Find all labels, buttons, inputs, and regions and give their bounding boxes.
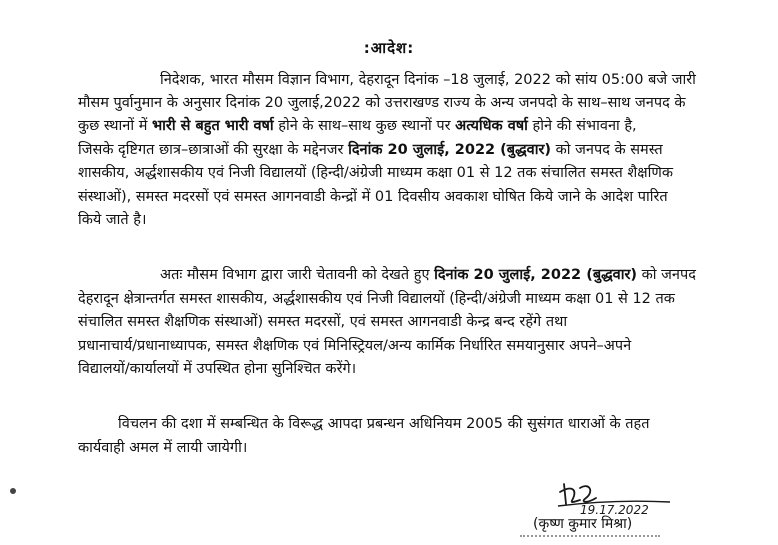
- signature-date-text: 19.17.2022: [580, 503, 649, 516]
- punch-hole-mark: [10, 488, 16, 494]
- holiday-date-emphasis: दिनांक 20 जुलाई, 2022 (बुद्धवार): [348, 142, 552, 158]
- para1-line4-text-a: जिसके दृष्टिगत छात्र–छात्राओं की सुरक्षा के मद्देनजर: [78, 142, 349, 158]
- para1-line7: किये जाते है।: [78, 212, 147, 228]
- signatory-name: (कृष्ण कुमार मिश्रा): [533, 516, 633, 532]
- para1-line5: शासकीय, अर्द्धशासकीय एवं निजी विद्यालयों (हिन्दी/अंग्रेजी माध्यम कक्षा 01 से 12 तक संचालित समस्त शैक्षणिक: [78, 165, 674, 181]
- para1-line6: संस्थाओं), समस्त मदरसों एवं समस्त आगनवाडी केन्द्रों में 01 दिवसीय अवकाश घोषित किये जाने के आदेश पारित: [78, 189, 668, 205]
- para1-line3-text-e: होने की संभावना है,: [527, 118, 637, 134]
- extreme-rain-emphasis: अत्यधिक वर्षा: [455, 118, 528, 134]
- para2-line2: देहरादून क्षेत्रान्तर्गत समस्त शासकीय, अर्द्धशासकीय एवं निजी विद्यालयों (हिन्दी/अंग्रेजी माध्यम कक्षा 01 से 12 तक: [78, 291, 675, 307]
- order-title: :आदेश:: [363, 39, 415, 57]
- para1-line1: निदेशक, भारत मौसम विज्ञान विभाग, देहरादून दिनांक –18 जुलाई, 2022 को सांय 05:00 बजे जारी: [160, 72, 696, 88]
- para1-line3-text-c: होने के साथ–साथ कुछ स्थानों पर: [273, 118, 456, 134]
- para1-line4-text-c: को जनपद के समस्त: [551, 142, 663, 158]
- heavy-rain-emphasis: भारी से बहुत भारी वर्षा: [151, 118, 274, 134]
- para2-line1-text-c: को जनपद: [637, 267, 696, 283]
- para2-line3: संचालित समस्त शैक्षणिक संस्थाओं) समस्त मदरसों, एवं समस्त आगनवाडी केन्द्र बन्द रहेंगे तथा: [78, 314, 568, 330]
- closure-date-emphasis: दिनांक 20 जुलाई, 2022 (बुद्धवार): [434, 267, 638, 283]
- para2-line1-text-a: अतः मौसम विभाग द्वारा जारी चेतावनी को देखते हुए: [160, 267, 435, 283]
- para1-line4: [78, 140, 663, 160]
- para2-line4: प्रधानाचार्य/प्रधानाध्यापक, समस्त शैक्षणिक एवं मिनिस्ट्रियल/अन्य कार्मिक निर्धारित समयानुसार अपने–अपने: [78, 338, 632, 354]
- para2-line1: [160, 265, 696, 285]
- para1-line3: [78, 116, 637, 136]
- para3-line2: कार्यवाही अमल में लायी जायेगी।: [78, 440, 248, 456]
- para3-line1: विचलन की दशा में सम्बन्धित के विरूद्ध आपदा प्रबन्धन अधिनियम 2005 की सुसंगत धाराओं के तहत: [118, 416, 650, 432]
- para1-line3-text-a: कुछ स्थानों में: [78, 118, 152, 134]
- para1-line2: मौसम पुर्वानुमान के अनुसार दिनांक 20 जुलाई,2022 को उत्तराखण्ड राज्य के अन्य जनपदो के साथ–साथ जनपद के: [78, 95, 686, 111]
- para2-line5: विद्यालयों/कार्यालयों में उपस्थित होना सुनिश्चित करेंगे।: [78, 361, 357, 377]
- handwritten-signature: [550, 478, 700, 516]
- cropped-designation-line: [520, 535, 660, 545]
